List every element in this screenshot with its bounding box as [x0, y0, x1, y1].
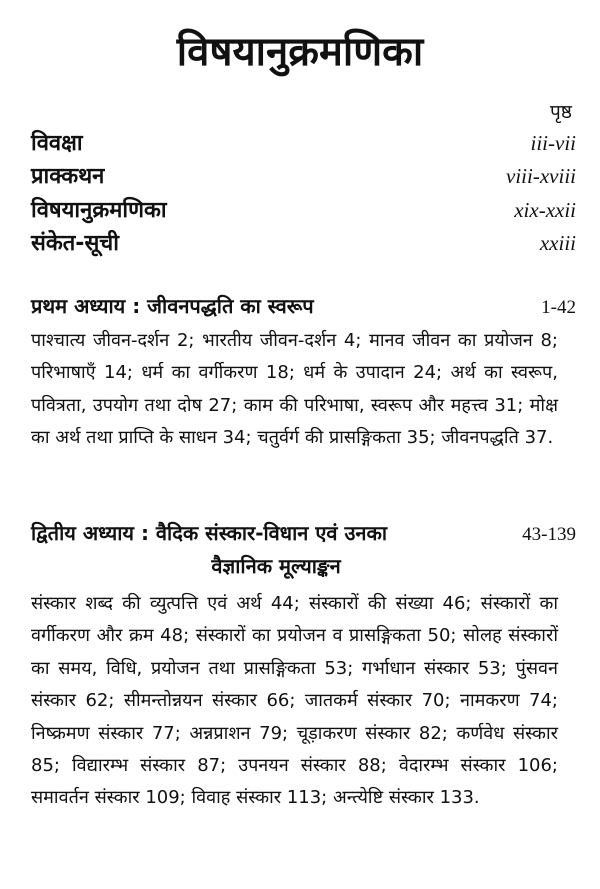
- toc-entry-sanket-suchi[interactable]: [31, 227, 576, 259]
- chapter-title: प्रथम अध्याय : जीवनपद्धति का स्वरूप: [31, 294, 314, 318]
- chapter-2-subtitle: वैज्ञानिक मूल्याङ्कन: [211, 554, 341, 578]
- page-column-heading: पृष्ठ: [550, 101, 572, 123]
- toc-entry-title: प्राक्कथन: [31, 164, 105, 189]
- toc-entry-pages: iii-vii: [530, 131, 576, 155]
- toc-entry-vivaksha[interactable]: [31, 127, 576, 159]
- chapter-2-contents: संस्कार शब्द की व्युत्पत्ति एवं अर्थ 44; संस्कारों की संख्या 46; संस्कारों का वर्गीकरण और क्रम 48; संस्कारों का प्रयोजन व प्रासङ्गिकता 50; सोलह संस्कारों का समय, विधि, प्रयोजन तथा प्रासङ्गिकता 53; गर्भाधान संस्कार 53; पुंसवन संस्कार 62; सीमन्तोन्नयन संस्कार 66; जातकर्म संस्कार 70; नामकरण 74; निष्क्रमण संस्कार 77; अन्नप्राशन 79; चूड़ाकरण संस्कार 82; कर्णवेध संस्कार 85; विद्यारम्भ संस्कार 87; उपनयन संस्कार 88; वेदारम्भ संस्कार 106; समावर्तन संस्कार 109; विवाह संस्कार 113; अन्त्येष्टि संस्कार 133.: [31, 593, 558, 809]
- toc-entry-prakkathan[interactable]: [31, 160, 576, 192]
- chapter-title: द्वितीय अध्याय : वैदिक संस्कार-विधान एवं उनका: [31, 521, 388, 545]
- chapter-page-range: 43-139: [522, 524, 576, 545]
- toc-entry-pages: viii-xviii: [506, 164, 576, 188]
- chapter-1-contents: पाश्चात्य जीवन-दर्शन 2; भारतीय जीवन-दर्शन 4; मानव जीवन का प्रयोजन 8; परिभाषाएँ 14; धर्म का वर्गीकरण 18; धर्म के उपादान 24; अर्थ का स्वरूप, पवित्रता, उपयोग तथा दोष 27; काम की परिभाषा, स्वरूप और महत्त्व 31; मोक्ष का अर्थ तथा प्राप्ति के साधन 34; चतुर्वर्ग की प्रासङ्गिकता 35; जीवनपद्धति 37.: [31, 330, 558, 449]
- toc-entry-pages: xix-xxii: [514, 198, 576, 222]
- toc-entry-title: विवक्षा: [31, 131, 83, 156]
- toc-entry-vishayanukramanika[interactable]: [31, 194, 576, 226]
- chapter-1-heading[interactable]: [31, 292, 576, 319]
- toc-entry-title: विषयानुक्रमणिका: [31, 198, 167, 223]
- toc-entry-pages: xxiii: [539, 231, 576, 255]
- chapter-2-heading[interactable]: [31, 519, 576, 546]
- chapter-page-range: 1-42: [541, 297, 576, 318]
- page-title: विषयानुक्रमणिका: [176, 29, 424, 75]
- toc-entry-title: संकेत-सूची: [31, 231, 119, 256]
